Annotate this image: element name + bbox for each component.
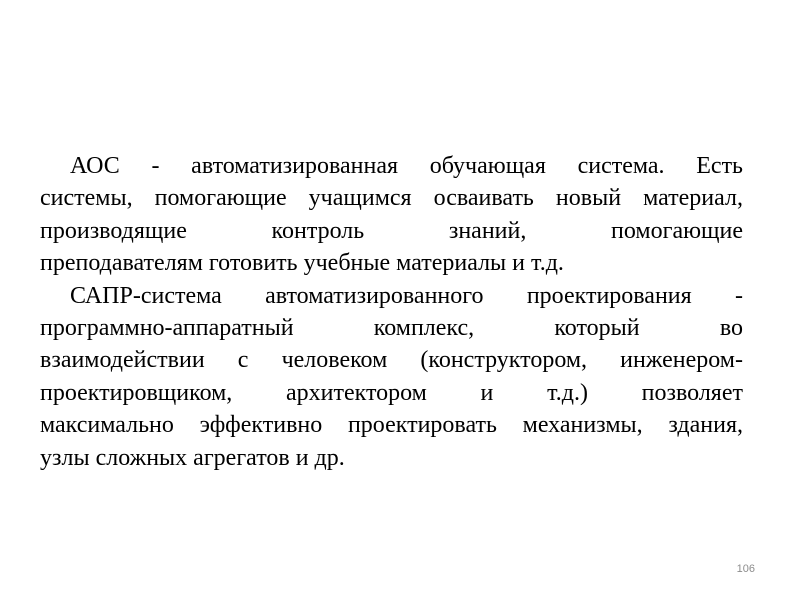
text-line: узлы сложных агрегатов и др. (40, 444, 345, 471)
page-number: 106 (736, 563, 755, 575)
text-line: проектировщиком, архитектором и т.д.) позволяет (40, 379, 743, 406)
text-line: взаимодействии с человеком (конструктором, инженером- (40, 347, 743, 374)
paragraph-aos (40, 150, 743, 280)
text-line: преподавателям готовить учебные материалы и т.д. (40, 250, 564, 277)
text-line: производящие контроль знаний, помогающие (40, 217, 743, 244)
text-line: программно-аппаратный комплекс, который во (40, 314, 743, 341)
text-line: АОС - автоматизированная обучающая система. Есть (70, 153, 743, 179)
text-line: системы, помогающие учащимся осваивать новый материал, (40, 185, 743, 212)
paragraph-sapr (40, 280, 743, 474)
text-line: максимально эффективно проектировать механизмы, здания, (40, 412, 743, 439)
slide-body (40, 150, 743, 474)
text-line: САПР-система автоматизированного проектирования - (70, 282, 743, 309)
